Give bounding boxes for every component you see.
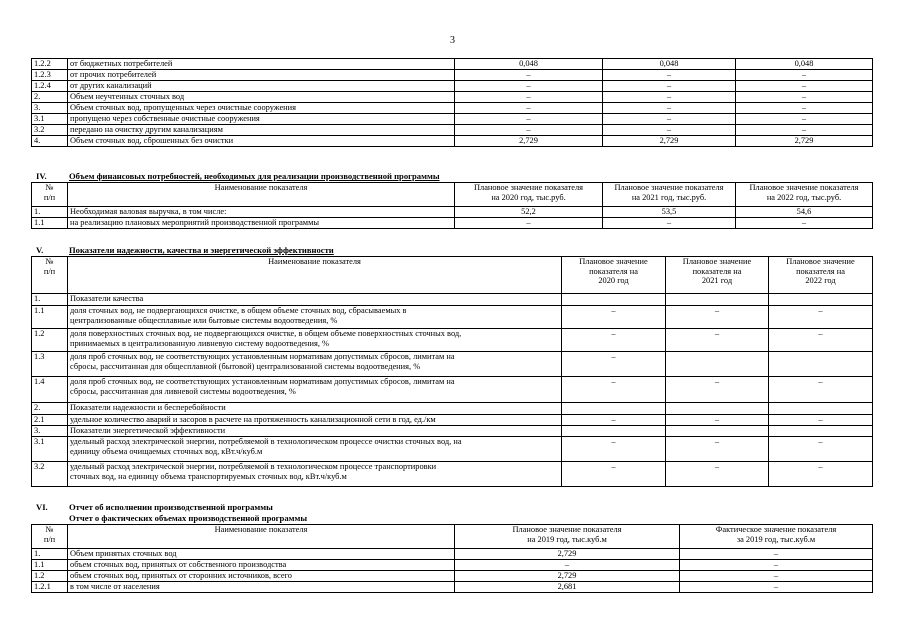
- cell-v2022: –: [769, 329, 873, 352]
- cell-num: 3.: [32, 426, 68, 437]
- cell-num: 1.: [32, 549, 68, 560]
- cell-v2020: –: [562, 415, 666, 426]
- cell-num: 3.2: [32, 125, 68, 136]
- cell-name: доля проб сточных вод, не соответствующих установленным нормативам допустимых сбросов, лимитам на сбросы, рассчитанная для общесплавной (бытовой) централизованной системы водоотведения, %: [68, 352, 562, 377]
- cell-v2022: [769, 352, 873, 377]
- cell-name: удельный расход электрической энергии, потребляемой в технологическом процессе транспортировки сточных вод, на единицу объема транспортируемых сточных вод, кВт.ч/куб.м: [68, 462, 562, 487]
- table-row: [32, 415, 873, 426]
- cell-name: объем сточных вод, принятых от сторонних источников, всего: [68, 571, 455, 582]
- section-6-title: Отчет об исполнении производственной программы: [69, 502, 273, 512]
- reliability-quality-body: [32, 294, 873, 487]
- table-row: [32, 571, 873, 582]
- cell-v2022: –: [769, 377, 873, 403]
- table-row: [32, 70, 873, 81]
- cell-name: от прочих потребителей: [68, 70, 455, 81]
- cell-v2022: –: [736, 114, 873, 125]
- cell-num: 1.: [32, 207, 68, 218]
- cell-v2022: –: [769, 306, 873, 329]
- cell-v2020: –: [562, 329, 666, 352]
- cell-v2022: –: [736, 125, 873, 136]
- section-6-number: VI.: [36, 502, 48, 512]
- section-5-number: V.: [36, 245, 44, 255]
- cell-num: 4.: [32, 136, 68, 147]
- table-row: [32, 207, 873, 218]
- cell-v2022: –: [769, 415, 873, 426]
- table-row: [32, 294, 873, 306]
- reliability-quality-header: [32, 257, 873, 294]
- cell-v2021: 0,048: [603, 59, 736, 70]
- table-row: [32, 403, 873, 415]
- page-number: 3: [450, 35, 455, 46]
- cell-v2020: –: [455, 218, 603, 229]
- table-row: [32, 92, 873, 103]
- cell-name: Объем принятых сточных вод: [68, 549, 455, 560]
- cell-v2022: 0,048: [736, 59, 873, 70]
- cell-name: на реализацию плановых мероприятий производственной программы: [68, 218, 455, 229]
- table-row: [32, 426, 873, 437]
- cell-v2020: 52,2: [455, 207, 603, 218]
- cell-fact: –: [680, 582, 873, 593]
- cell-v2020: –: [455, 70, 603, 81]
- table-row: [32, 582, 873, 593]
- top-volume-table: [31, 58, 873, 147]
- cell-plan: 2,729: [455, 571, 680, 582]
- cell-name: доля проб сточных вод, не соответствующих установленным нормативам допустимых сбросов, лимитам на сбросы, рассчитанная для ливневой системы водоотведения, %: [68, 377, 562, 403]
- cell-num: 2.1: [32, 415, 68, 426]
- cell-v2022: –: [769, 437, 873, 462]
- cell-num: 3.1: [32, 437, 68, 462]
- cell-name: в том числе от населения: [68, 582, 455, 593]
- cell-v2021: –: [603, 114, 736, 125]
- cell-v2021: –: [603, 92, 736, 103]
- cell-num: 1.2: [32, 329, 68, 352]
- cell-v2020: –: [455, 114, 603, 125]
- cell-v2021: –: [666, 462, 769, 487]
- section-5-heading: [36, 245, 334, 255]
- cell-name: передано на очистку другим канализациям: [68, 125, 455, 136]
- reliability-quality-table: [31, 256, 873, 487]
- cell-name: от других канализаций: [68, 81, 455, 92]
- production-report-header: [32, 525, 873, 549]
- cell-fact: –: [680, 571, 873, 582]
- table-row: [32, 125, 873, 136]
- cell-fact: –: [680, 549, 873, 560]
- cell-name: Объем сточных вод, пропущенных через очистные сооружения: [68, 103, 455, 114]
- production-report-table: [31, 524, 873, 593]
- cell-v2022: 2,729: [736, 136, 873, 147]
- financial-needs-body: [32, 207, 873, 229]
- cell-v2021: –: [603, 125, 736, 136]
- cell-v2021: [666, 294, 769, 306]
- cell-v2020: –: [455, 125, 603, 136]
- header-name: Наименование показателя: [68, 525, 455, 549]
- cell-v2022: –: [736, 218, 873, 229]
- cell-plan: 2,729: [455, 549, 680, 560]
- cell-name: Необходимая валовая выручка, в том числе:: [68, 207, 455, 218]
- top-table-body: [32, 59, 873, 147]
- cell-v2020: 0,048: [455, 59, 603, 70]
- cell-v2022: [769, 426, 873, 437]
- cell-v2020: –: [562, 306, 666, 329]
- table-row: [32, 437, 873, 462]
- cell-num: 1.2.2: [32, 59, 68, 70]
- cell-num: 1.2.1: [32, 582, 68, 593]
- cell-v2020: –: [455, 81, 603, 92]
- table-row: [32, 103, 873, 114]
- cell-num: 1.1: [32, 306, 68, 329]
- table-row: [32, 549, 873, 560]
- header-num: № п/п: [32, 257, 68, 294]
- cell-v2020: –: [455, 92, 603, 103]
- cell-v2022: –: [736, 103, 873, 114]
- header-2020: Плановое значение показателя на 2020 год: [562, 257, 666, 294]
- cell-name: Объем сточных вод, сброшенных без очистки: [68, 136, 455, 147]
- cell-v2020: –: [455, 103, 603, 114]
- cell-v2020: [562, 426, 666, 437]
- cell-v2021: –: [666, 377, 769, 403]
- table-row: [32, 329, 873, 352]
- cell-v2020: [562, 294, 666, 306]
- cell-name: объем сточных вод, принятых от собственного производства: [68, 560, 455, 571]
- table-row: [32, 306, 873, 329]
- table-row: [32, 218, 873, 229]
- cell-num: 1.4: [32, 377, 68, 403]
- cell-num: 1.1: [32, 560, 68, 571]
- section-6-heading: [36, 502, 273, 512]
- cell-plan: –: [455, 560, 680, 571]
- cell-num: 3.2: [32, 462, 68, 487]
- header-2021: Плановое значение показателя на 2021 год, тыс.руб.: [603, 183, 736, 207]
- cell-v2022: –: [736, 70, 873, 81]
- table-row: [32, 81, 873, 92]
- financial-needs-table: [31, 182, 873, 229]
- cell-v2021: [666, 352, 769, 377]
- cell-v2020: –: [562, 437, 666, 462]
- cell-v2021: 2,729: [603, 136, 736, 147]
- cell-num: 1.3: [32, 352, 68, 377]
- cell-v2022: –: [736, 92, 873, 103]
- cell-v2022: 54,6: [736, 207, 873, 218]
- cell-v2020: –: [562, 352, 666, 377]
- cell-num: 1.2.3: [32, 70, 68, 81]
- header-num: № п/п: [32, 525, 68, 549]
- section-6-subtitle: Отчет о фактических объемах производственной программы: [69, 513, 308, 523]
- cell-num: 3.: [32, 103, 68, 114]
- cell-name: пропущено через собственные очистные сооружения: [68, 114, 455, 125]
- cell-v2021: –: [603, 70, 736, 81]
- cell-v2021: –: [666, 329, 769, 352]
- table-row: [32, 59, 873, 70]
- cell-name: доля поверхностных сточных вод, не подвергающихся очистке, в общем объеме поверхностных сточных вод, принимаемых в централизованную ливневую систему водоотведения, %: [68, 329, 562, 352]
- table-row: [32, 462, 873, 487]
- cell-name: удельное количество аварий и засоров в расчете на протяженность канализационной сети в год, ед./км: [68, 415, 562, 426]
- cell-name: Показатели энергетической эффективности: [68, 426, 562, 437]
- cell-v2022: –: [736, 81, 873, 92]
- financial-needs-header: [32, 183, 873, 207]
- header-2022: Плановое значение показателя на 2022 год: [769, 257, 873, 294]
- cell-v2021: –: [666, 415, 769, 426]
- cell-v2020: –: [562, 462, 666, 487]
- header-fact: Фактическое значение показателя за 2019 год, тыс.куб.м: [680, 525, 873, 549]
- cell-name: доля сточных вод, не подвергающихся очистке, в общем объеме сточных вод, сбрасываемых в централизованные общесплавные или бытовые системы водоотведения, %: [68, 306, 562, 329]
- header-2021: Плановое значение показателя на 2021 год: [666, 257, 769, 294]
- cell-name: от бюджетных потребителей: [68, 59, 455, 70]
- cell-num: 1.2.4: [32, 81, 68, 92]
- cell-v2021: –: [603, 103, 736, 114]
- cell-name: Объем неучтенных сточных вод: [68, 92, 455, 103]
- table-row: [32, 352, 873, 377]
- cell-v2021: –: [603, 81, 736, 92]
- cell-v2021: –: [603, 218, 736, 229]
- header-2020: Плановое значение показателя на 2020 год, тыс.руб.: [455, 183, 603, 207]
- header-name: Наименование показателя: [68, 183, 455, 207]
- cell-num: 1.2: [32, 571, 68, 582]
- cell-v2020: [562, 403, 666, 415]
- cell-num: 1.: [32, 294, 68, 306]
- cell-v2021: [666, 426, 769, 437]
- header-2022: Плановое значение показателя на 2022 год, тыс.руб.: [736, 183, 873, 207]
- table-row: [32, 377, 873, 403]
- cell-num: 2.: [32, 92, 68, 103]
- cell-v2021: –: [666, 437, 769, 462]
- table-row: [32, 136, 873, 147]
- cell-v2022: [769, 403, 873, 415]
- cell-name: Показатели качества: [68, 294, 562, 306]
- header-name: Наименование показателя: [68, 257, 562, 294]
- cell-name: Показатели надежности и бесперебойности: [68, 403, 562, 415]
- cell-v2021: 53,5: [603, 207, 736, 218]
- section-4-number: IV.: [36, 171, 47, 181]
- cell-fact: –: [680, 560, 873, 571]
- cell-v2022: –: [769, 462, 873, 487]
- cell-v2021: [666, 403, 769, 415]
- cell-name: удельный расход электрической энергии, потребляемой в технологическом процессе очистки сточных вод, на единицу объема очищаемых сточных вод, кВт.ч/куб.м: [68, 437, 562, 462]
- production-report-body: [32, 549, 873, 593]
- cell-v2022: [769, 294, 873, 306]
- section-4-title: Объем финансовых потребностей, необходимых для реализации производственной программы: [69, 171, 440, 181]
- cell-plan: 2,681: [455, 582, 680, 593]
- section-5-title: Показатели надежности, качества и энергетической эффективности: [69, 245, 334, 255]
- cell-num: 1.1: [32, 218, 68, 229]
- cell-num: 3.1: [32, 114, 68, 125]
- header-plan: Плановое значение показателя на 2019 год, тыс.куб.м: [455, 525, 680, 549]
- cell-v2020: 2,729: [455, 136, 603, 147]
- cell-num: 2.: [32, 403, 68, 415]
- section-4-heading: [36, 171, 440, 181]
- header-num: № п/п: [32, 183, 68, 207]
- cell-v2020: –: [562, 377, 666, 403]
- table-row: [32, 114, 873, 125]
- cell-v2021: –: [666, 306, 769, 329]
- table-row: [32, 560, 873, 571]
